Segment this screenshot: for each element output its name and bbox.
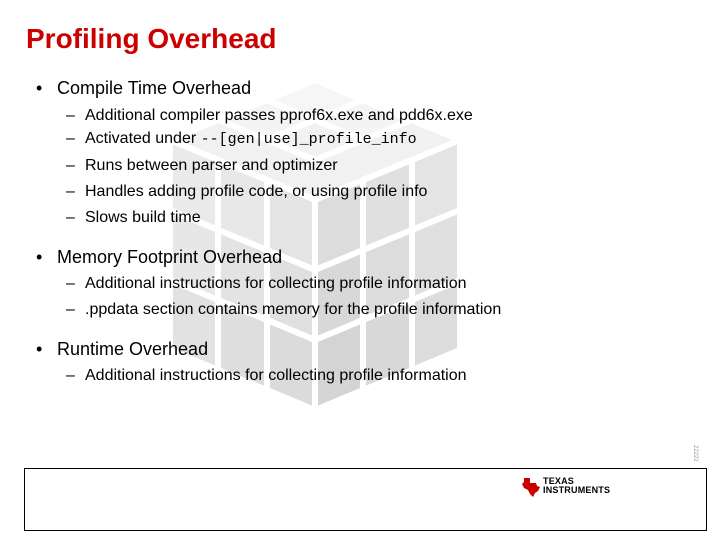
bullet-dot: •	[36, 78, 43, 98]
sub-item	[66, 106, 473, 126]
bullet-runtime-overhead	[36, 338, 208, 360]
sub-item	[66, 366, 467, 386]
sub-item	[66, 274, 467, 294]
sub-item	[66, 156, 338, 176]
dash-marker: –	[66, 130, 75, 147]
sub-item-text: Slows build time	[85, 209, 201, 226]
slide-title: Profiling Overhead	[26, 23, 277, 54]
bullet-heading: Memory Footprint Overhead	[57, 247, 283, 267]
texas-state-logo-icon	[521, 476, 541, 498]
sub-item-text: Additional compiler passes pprof6x.exe and pdd6x.exe	[85, 107, 473, 124]
sub-item-text: Additional instructions for collecting profile information	[85, 275, 467, 292]
bullet-dot: •	[36, 247, 43, 267]
logo-line-1: TEXAS	[543, 476, 575, 486]
bullet-dot: •	[36, 339, 43, 359]
bullet-memory-footprint-overhead	[36, 246, 282, 268]
sub-item	[66, 129, 417, 150]
logo-wordmark	[543, 477, 610, 495]
bullet-heading: Runtime Overhead	[57, 339, 209, 359]
dash-marker: –	[66, 367, 75, 384]
dash-marker: –	[66, 183, 75, 200]
texas-instruments-logo	[521, 476, 613, 498]
sub-item	[66, 208, 201, 228]
logo-line-2: INSTRUMENTS	[543, 485, 611, 495]
dash-marker: –	[66, 209, 75, 226]
sub-item-text: .ppdata section contains memory for the profile information	[85, 301, 502, 318]
dash-marker: –	[66, 275, 75, 292]
bullet-heading: Compile Time Overhead	[57, 78, 252, 98]
sub-item-text: Activated under	[85, 130, 201, 147]
sub-item-text: Runs between parser and optimizer	[85, 157, 338, 174]
bullet-compile-time-overhead	[36, 77, 251, 99]
sub-item	[66, 182, 427, 202]
dash-marker: –	[66, 107, 75, 124]
dash-marker: –	[66, 301, 75, 318]
sub-item-text: Handles adding profile code, or using profile info	[85, 183, 428, 200]
sub-item	[66, 300, 501, 320]
compiler-option-code: --[gen|use]_profile_info	[200, 131, 417, 148]
sub-item-text: Additional instructions for collecting profile information	[85, 367, 467, 384]
side-slide-code: 22222	[692, 445, 698, 462]
dash-marker: –	[66, 157, 75, 174]
